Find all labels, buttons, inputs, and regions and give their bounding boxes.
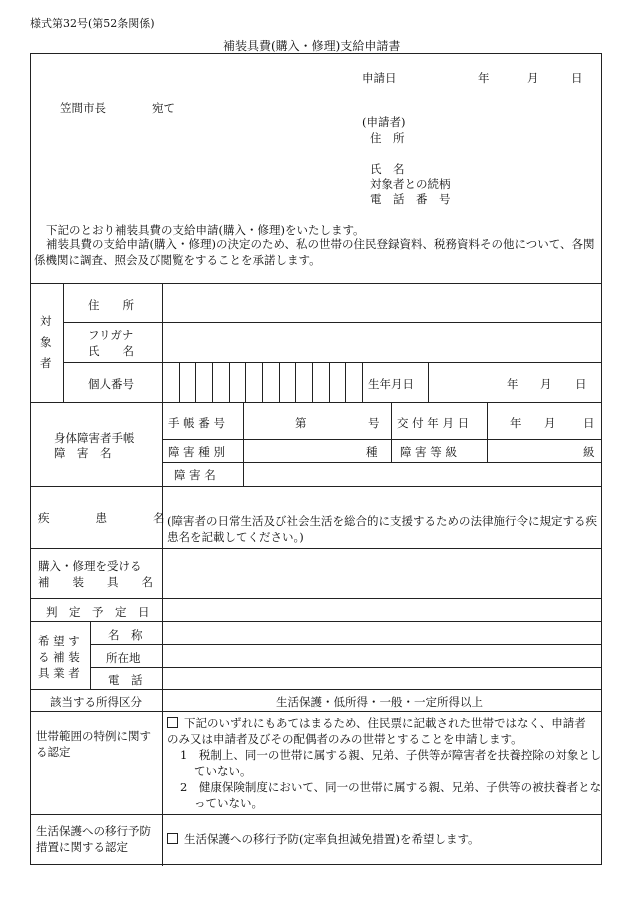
applicant-name-label: 氏 名 <box>370 162 405 176</box>
device-label-2: 補 装 具 名 <box>38 575 153 589</box>
year-label: 年 <box>478 71 490 85</box>
personal-number-digit-divider <box>262 362 263 402</box>
disability-grade-label: 障 害 等 級 <box>400 445 457 459</box>
issue-year: 年 <box>510 416 522 430</box>
dai-label: 第 <box>295 416 307 430</box>
relation-label: 対象者との続柄 <box>370 177 451 191</box>
personal-number-digit-divider <box>229 362 230 402</box>
device-label-1: 購入・修理を受ける <box>38 559 142 573</box>
applicant-label: (申請者) <box>362 115 406 129</box>
personal-number-digit-divider <box>212 362 213 402</box>
judgement-date-label: 判 定 予 定 日 <box>46 605 150 619</box>
addressee-suffix: 宛て <box>152 101 175 115</box>
personal-number-digit-divider <box>345 362 346 402</box>
day-label: 日 <box>571 71 583 85</box>
household-label: 世帯範囲の特例に関する認定 <box>36 729 151 759</box>
personal-number-label: 個人番号 <box>88 377 134 391</box>
statement-1: 下記のとおり補装具費の支給申請(購入・修理)をいたします。 <box>46 223 365 237</box>
disease-note: (障害者の日常生活及び社会生活を総合的に支援するための法律施行令に規定する疾患名を記載してください。) <box>167 514 597 544</box>
vendor-name-label: 名 称 <box>108 628 143 642</box>
issue-day: 日 <box>583 416 595 430</box>
disease-label: 疾 患 名 <box>38 511 165 525</box>
household-item-2: 2 健康保険制度において、同一の世帯に属する親、兄弟、子供等の被扶養者となっていない。 <box>180 780 602 810</box>
addressee: 笠間市長 <box>60 101 106 115</box>
income-label: 該当する所得区分 <box>50 695 142 709</box>
vendor-label-1: 希 望 す <box>38 634 80 648</box>
personal-number-digit-divider <box>179 362 180 402</box>
welfare-text <box>167 831 480 847</box>
welfare-checkbox[interactable] <box>167 833 178 844</box>
subject-label-3: 者 <box>40 356 52 370</box>
household-checkbox[interactable] <box>167 717 178 728</box>
subject-label-1: 対 <box>40 314 52 328</box>
income-options: 生活保護・低所得・一般・一定所得以上 <box>276 695 483 709</box>
welfare-label: 生活保護への移行予防措置に関する認定 <box>36 824 151 854</box>
birth-year: 年 <box>507 377 519 391</box>
issue-date-label: 交 付 年 月 日 <box>397 416 470 430</box>
disability-name-label: 障 害 名 <box>174 468 216 482</box>
vendor-location-label: 所在地 <box>106 651 141 665</box>
household-text-main: 下記のいずれにもあてはまるため、住民票に記載された世帯ではなく、申請者のみ又は申請者及びその配偶者のみの世帯とすることを申請します。 <box>167 716 586 746</box>
birth-day: 日 <box>575 377 587 391</box>
form-number: 様式第32号(第52条関係) <box>30 17 155 30</box>
applicant-address-label: 住 所 <box>370 131 405 145</box>
disability-label-1: 身体障害者手帳 <box>54 431 135 445</box>
furigana-label: フリガナ <box>88 328 134 342</box>
household-item-1: 1 税制上、同一の世帯に属する親、兄弟、子供等が障害者を扶養控除の対象としていない。 <box>180 748 602 778</box>
personal-number-digit-divider <box>279 362 280 402</box>
vendor-label-2: る 補 装 <box>38 650 80 664</box>
personal-number-digit-divider <box>295 362 296 402</box>
form-title: 補装具費(購入・修理)支給申請書 <box>223 39 401 53</box>
household-text <box>167 715 597 747</box>
personal-number-digit-divider <box>195 362 196 402</box>
issue-month: 月 <box>544 416 556 430</box>
personal-number-digit-divider <box>245 362 246 402</box>
vendor-label-3: 具 業 者 <box>38 666 80 680</box>
vendor-phone-label: 電 話 <box>108 673 143 687</box>
disability-label-2: 障 害 名 <box>54 446 112 460</box>
month-label: 月 <box>527 71 539 85</box>
birth-label: 生年月日 <box>368 377 414 391</box>
welfare-text-main: 生活保護への移行予防(定率負担減免措置)を希望します。 <box>184 832 480 846</box>
personal-number-digit-divider <box>329 362 330 402</box>
subject-name-label: 氏 名 <box>88 344 134 358</box>
phone-label: 電 話 番 号 <box>370 192 451 206</box>
notebook-number-label: 手 帳 番 号 <box>168 416 225 430</box>
personal-number-digit-divider <box>312 362 313 402</box>
go-label: 号 <box>368 416 380 430</box>
subject-address-label: 住 所 <box>88 298 134 312</box>
disability-type-label: 障 害 種 別 <box>168 445 225 459</box>
shu-label: 種 <box>366 445 378 459</box>
subject-label-2: 象 <box>40 335 52 349</box>
kyu-label: 級 <box>583 445 595 459</box>
statement-2: 補装具費の支給申請(購入・修理)の決定のため、私の世帯の住民登録資料、税務資料その他について、各関係機関に調査、照会及び閲覧をすることを承諾します。 <box>34 237 595 267</box>
birth-month: 月 <box>540 377 552 391</box>
application-date-label: 申請日 <box>362 71 397 85</box>
